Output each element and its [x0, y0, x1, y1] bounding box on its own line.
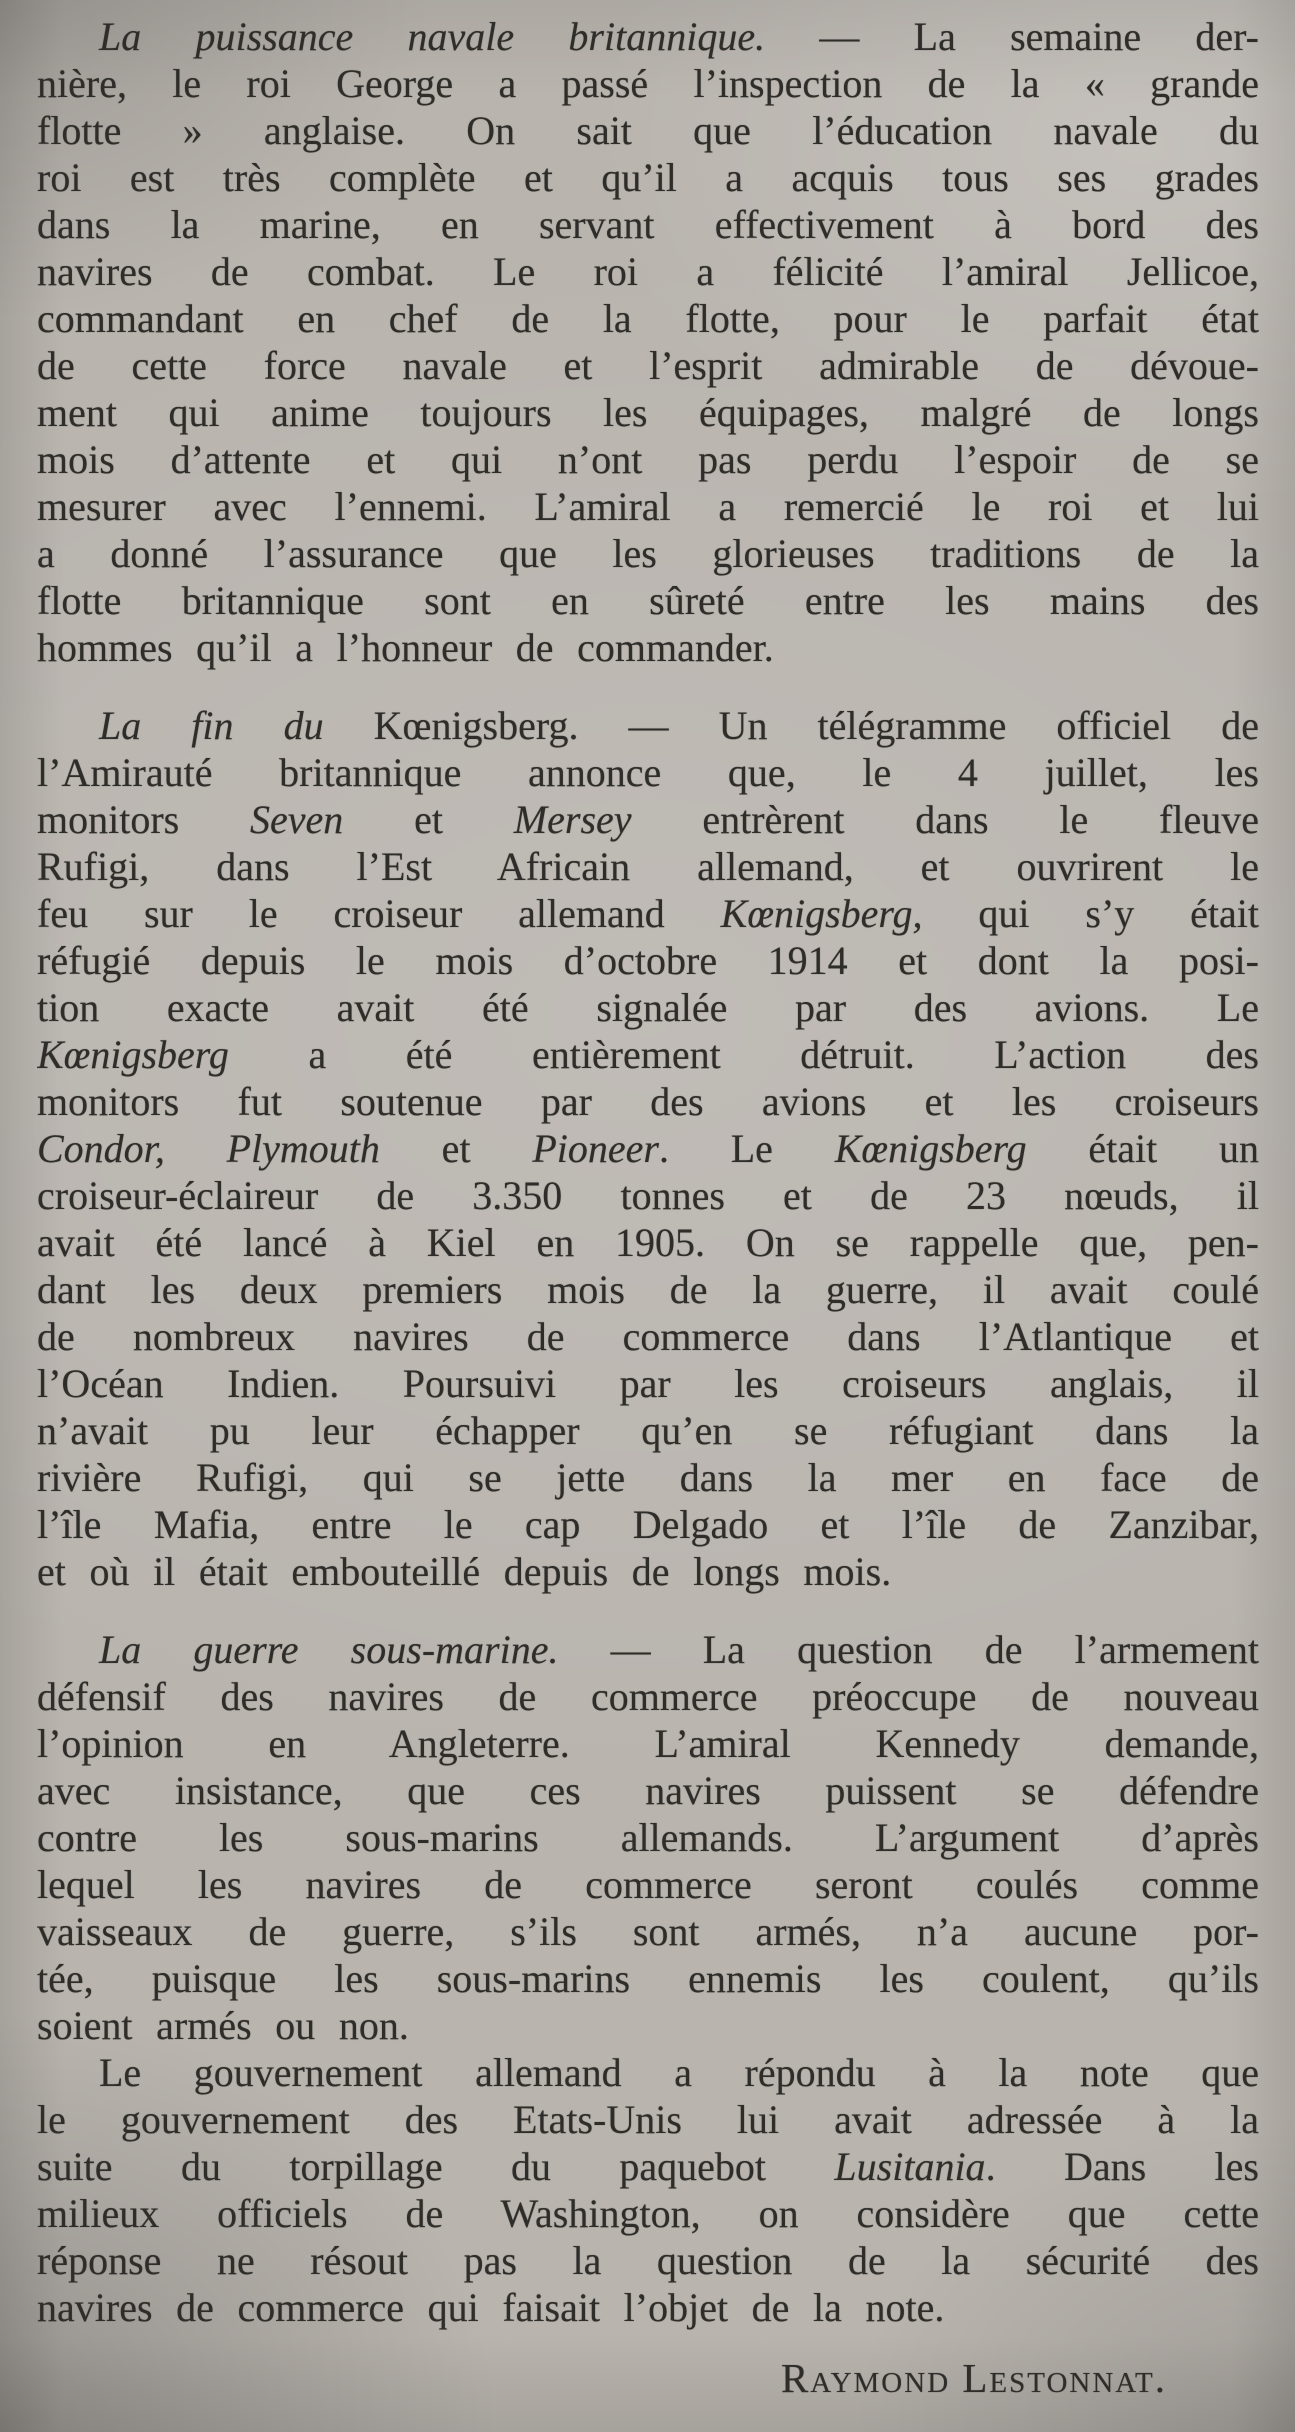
text-run-italic: Kœnigsberg [37, 1032, 229, 1077]
text-line [37, 1031, 1259, 1078]
text-run-italic: Lusitania [834, 2144, 986, 2189]
text-line [37, 201, 1259, 248]
text-run: monitors fut soutenue par des avions et les croiseurs [37, 1079, 1259, 1124]
text-line [37, 1313, 1259, 1360]
text-line [37, 702, 1259, 749]
text-run: était un [1026, 1126, 1259, 1171]
text-line [37, 796, 1259, 843]
text-run: l’Amirauté britannique annonce que, le 4 juillet, les [37, 750, 1259, 795]
text-line [37, 1673, 1259, 1720]
text-run: suite du torpillage du paquebot [37, 2144, 835, 2189]
text-line [37, 1501, 1259, 1548]
text-run: Rufigi, dans l’Est Africain allemand, et ouvrirent le [37, 844, 1259, 889]
text-line [37, 890, 1259, 937]
text-line [37, 154, 1259, 201]
text-run: l’Océan Indien. Poursuivi par les croiseurs anglais, il [37, 1361, 1259, 1406]
text-line [37, 1720, 1259, 1767]
text-line [37, 1454, 1259, 1501]
text-run: tée, puisque les sous-marins ennemis les coulent, qu’ils [37, 1956, 1259, 2001]
text-run-italic: La guerre sous-marine. [99, 1627, 559, 1672]
text-run: soient armés ou non. [37, 2003, 409, 2048]
text-run: flotte britannique sont en sûreté entre les mains des [37, 578, 1259, 623]
text-run: avec insistance, que ces navires puissent se défendre [37, 1768, 1259, 1813]
text-run: défensif des navires de commerce préoccupe de nouveau [37, 1674, 1259, 1719]
text-line [37, 530, 1259, 577]
text-run: navires de commerce qui faisait l’objet de la note. [37, 2285, 945, 2330]
text-line [37, 248, 1259, 295]
text-run: milieux officiels de Washington, on considère que cette [37, 2191, 1259, 2236]
text-line [37, 483, 1259, 530]
text-run: . Le [658, 1126, 835, 1171]
text-run: n’avait pu leur échapper qu’en se réfugiant dans la [37, 1408, 1259, 1453]
text-run: ment qui anime toujours les équipages, malgré de longs [37, 390, 1259, 435]
text-line [37, 2237, 1259, 2284]
text-line [37, 2143, 1259, 2190]
text-line [37, 2284, 1259, 2331]
text-run-italic: Mersey [513, 797, 632, 842]
text-run: . Dans les [985, 2144, 1259, 2189]
text-run: réfugié depuis le mois d’octobre 1914 et dont la posi- [37, 938, 1259, 983]
text-run: avait été lancé à Kiel en 1905. On se rappelle que, pen- [37, 1220, 1259, 1265]
text-run: monitors [37, 797, 251, 842]
text-run: feu sur le croiseur allemand [37, 891, 721, 936]
text-run-italic: La fin du [99, 703, 374, 748]
text-run: dant les deux premiers mois de la guerre, il avait coulé [37, 1267, 1259, 1312]
paragraph [37, 2049, 1259, 2331]
text-line [37, 1078, 1259, 1125]
text-run: de cette force navale et l’esprit admirable de dévoue- [37, 343, 1259, 388]
text-line [37, 624, 1259, 671]
text-run: a été entièrement détruit. L’action des [228, 1032, 1259, 1077]
text-line [37, 577, 1259, 624]
text-run: mesurer avec l’ennemi. L’amiral a remercié le roi et lui [37, 484, 1259, 529]
text-run: croiseur-éclaireur de 3.350 tonnes et de 23 nœuds, il [37, 1173, 1259, 1218]
text-run: roi est très complète et qu’il a acquis tous ses grades [37, 155, 1259, 200]
text-line [37, 436, 1259, 483]
text-run: Le gouvernement allemand a répondu à la note que [99, 2050, 1259, 2095]
text-run-italic: La puissance navale britannique. [99, 14, 766, 59]
text-run: flotte » anglaise. On sait que l’éducation navale du [37, 108, 1259, 153]
paragraph [37, 13, 1259, 671]
text-line [37, 13, 1259, 60]
text-run: qui s’y était [922, 891, 1259, 936]
text-run-italic: Pioneer [532, 1126, 659, 1171]
text-line [37, 1360, 1259, 1407]
text-line [37, 1908, 1259, 1955]
text-run: commandant en chef de la flotte, pour le parfait état [37, 296, 1259, 341]
text-run: mois d’attente et qui n’ont pas perdu l’espoir de se [37, 437, 1259, 482]
text-run-italic: Kœnigsberg [834, 1126, 1027, 1171]
text-line [37, 937, 1259, 984]
text-line [37, 2096, 1259, 2143]
text-line [37, 342, 1259, 389]
text-run: l’opinion en Angleterre. L’amiral Kennedy demande, [37, 1721, 1259, 1766]
text-line [37, 107, 1259, 154]
text-run: contre les sous-marins allemands. L’argument d’après [37, 1815, 1259, 1860]
text-line [37, 389, 1259, 436]
text-run: — La semaine der- [765, 14, 1259, 59]
text-line [37, 1955, 1259, 2002]
text-line [37, 1814, 1259, 1861]
text-line [37, 1626, 1259, 1673]
text-run: réponse ne résout pas la question de la sécurité des [37, 2238, 1259, 2283]
text-line [37, 1767, 1259, 1814]
text-run: nière, le roi George a passé l’inspection de la « grande [37, 61, 1259, 106]
text-run: navires de combat. Le roi a félicité l’amiral Jellicoe, [37, 249, 1259, 294]
text-line [37, 2049, 1259, 2096]
text-run: Kœnigsberg. — Un télégramme officiel de [373, 703, 1259, 748]
text-run: l’île Mafia, entre le cap Delgado et l’île de Zanzibar, [37, 1502, 1259, 1547]
text-run: et [379, 1126, 533, 1171]
text-run-italic: Kœnigsberg, [720, 891, 923, 936]
text-run: dans la marine, en servant effectivement à bord des [37, 202, 1259, 247]
text-run: vaisseaux de guerre, s’ils sont armés, n’a aucune por- [37, 1909, 1259, 1954]
text-line [37, 1861, 1259, 1908]
text-line [37, 984, 1259, 1031]
text-run: le gouvernement des Etats-Unis lui avait adressée à la [37, 2097, 1259, 2142]
text-line [37, 295, 1259, 342]
paragraph [37, 1626, 1259, 2049]
text-run: et où il était embouteillé depuis de longs mois. [37, 1549, 892, 1594]
text-line [37, 1548, 1259, 1595]
signature: Raymond Lestonnat. [780, 2355, 1167, 2401]
text-run: lequel les navires de commerce seront coulés comme [37, 1862, 1259, 1907]
text-line [37, 1219, 1259, 1266]
text-line [37, 1125, 1259, 1172]
text-run: et [343, 797, 514, 842]
text-line [37, 2002, 1259, 2049]
text-run: de nombreux navires de commerce dans l’Atlantique et [37, 1314, 1259, 1359]
text-run: tion exacte avait été signalée par des avions. Le [37, 985, 1259, 1030]
text-line [37, 843, 1259, 890]
text-line [37, 749, 1259, 796]
text-run-italic: Seven [250, 797, 344, 842]
text-run: rivière Rufigi, qui se jette dans la mer en face de [37, 1455, 1259, 1500]
text-run: — La question de l’armement [558, 1627, 1259, 1672]
paragraph [37, 702, 1259, 1595]
text-run: entrèrent dans le fleuve [631, 797, 1259, 842]
text-line [37, 1407, 1259, 1454]
text-line [37, 2190, 1259, 2237]
text-line [37, 60, 1259, 107]
text-run: a donné l’assurance que les glorieuses traditions de la [37, 531, 1259, 576]
text-line [37, 1266, 1259, 1313]
text-line [37, 1172, 1259, 1219]
text-run: hommes qu’il a l’honneur de commander. [37, 625, 774, 670]
text-run-italic: Condor, Plymouth [37, 1126, 380, 1171]
